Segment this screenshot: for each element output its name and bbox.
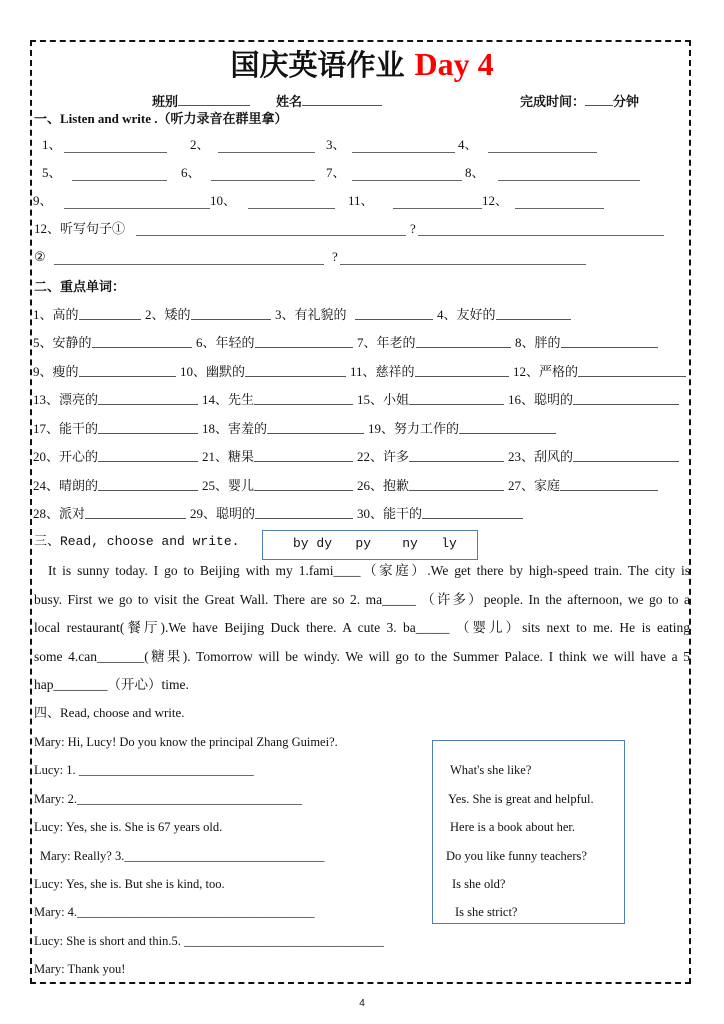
vocab-item xyxy=(33,335,192,351)
vocab-item xyxy=(180,364,346,380)
vocab-item xyxy=(508,449,679,465)
vocab-item xyxy=(350,364,509,380)
vocab-label: 6、年轻的 xyxy=(196,335,255,350)
vocab-item xyxy=(357,478,504,494)
vocab-label: 10、幽默的 xyxy=(180,364,246,379)
vocab-label: 16、聪明的 xyxy=(508,392,574,407)
class-blank[interactable] xyxy=(178,93,250,106)
vocab-blank[interactable] xyxy=(79,364,176,377)
time-field xyxy=(520,93,639,110)
passage-line: busy. First we go to visit the Great Wall. There are so 2. ma_____ （许多）people. In the afternoon, we go to a xyxy=(34,592,690,607)
option-item: Is she old? xyxy=(452,877,506,891)
listen-item-label: 11、 xyxy=(348,193,374,208)
vocab-blank[interactable] xyxy=(255,335,353,348)
vocab-blank[interactable] xyxy=(267,421,364,434)
vocab-blank[interactable] xyxy=(254,478,353,491)
q-mark: ? xyxy=(332,249,338,264)
vocab-blank[interactable] xyxy=(560,478,658,491)
listen-item-label: 2、 xyxy=(190,137,210,152)
vocab-label: 5、安静的 xyxy=(33,335,92,350)
vocab-item xyxy=(357,392,504,408)
listen-blank[interactable] xyxy=(218,151,315,153)
section2-heading: 二、重点单词： xyxy=(34,279,126,294)
option-item: Yes. She is great and helpful. xyxy=(448,792,594,806)
word-box: by dy py ny ly xyxy=(262,530,478,560)
vocab-blank[interactable] xyxy=(79,307,141,320)
vocab-label: 3、有礼貌的 xyxy=(275,307,347,322)
passage-line: local restaurant(餐厅).We have Beijing Duck there. A cute 3. ba_____ （婴儿）sits next to me. He is eating xyxy=(34,620,690,635)
name-label: 姓名 xyxy=(276,94,303,109)
listen-blank[interactable] xyxy=(211,179,315,181)
vocab-label: 18、害羞的 xyxy=(202,421,268,436)
dialogue-line[interactable]: Lucy: 1. ____________________________ xyxy=(34,763,254,777)
vocab-blank[interactable] xyxy=(415,364,509,377)
vocab-label: 2、矮的 xyxy=(145,307,191,322)
vocab-label: 7、年老的 xyxy=(357,335,416,350)
time-unit: 分钟 xyxy=(613,94,640,109)
listen-blank[interactable] xyxy=(72,179,167,181)
listen-blank[interactable] xyxy=(64,207,210,209)
vocab-label: 1、高的 xyxy=(33,307,79,322)
listen-blank[interactable] xyxy=(248,207,335,209)
vocab-blank[interactable] xyxy=(355,307,433,320)
vocab-blank[interactable] xyxy=(245,364,346,377)
vocab-label: 24、晴朗的 xyxy=(33,478,99,493)
vocab-label: 22、许多 xyxy=(357,449,410,464)
vocab-blank[interactable] xyxy=(422,506,523,519)
listen-blank[interactable] xyxy=(488,151,597,153)
sentence2-label: ② xyxy=(34,249,46,264)
sentence2-blank-b[interactable] xyxy=(340,263,586,265)
dialogue-line[interactable]: Lucy: Yes, she is. But she is kind, too. xyxy=(34,877,225,891)
vocab-item xyxy=(357,335,511,351)
vocab-label: 21、糖果 xyxy=(202,449,255,464)
vocab-item xyxy=(33,421,198,437)
vocab-item xyxy=(275,307,433,323)
section1-heading: 一、Listen and write .（听力录音在群里拿） xyxy=(34,111,288,126)
vocab-item xyxy=(196,335,353,351)
vocab-item xyxy=(513,364,686,380)
dialogue-line[interactable]: Lucy: She is short and thin.5. ________________________________ xyxy=(34,934,384,948)
sentence2-blank-a[interactable] xyxy=(54,263,324,265)
vocab-blank[interactable] xyxy=(98,449,198,462)
vocab-blank[interactable] xyxy=(573,392,679,405)
listen-item-label: 7、 xyxy=(326,165,346,180)
page-number: 4 xyxy=(359,998,365,1009)
listen-blank[interactable] xyxy=(352,179,462,181)
vocab-blank[interactable] xyxy=(92,335,192,348)
vocab-blank[interactable] xyxy=(561,335,658,348)
dialogue-line[interactable]: Mary: 2.____________________________________ xyxy=(34,792,303,806)
listen-item-label: 1、 xyxy=(42,137,62,152)
vocab-blank[interactable] xyxy=(409,478,504,491)
passage-line: hap________（开心）time. xyxy=(34,677,189,692)
name-blank[interactable] xyxy=(302,93,382,106)
page-title xyxy=(0,44,724,85)
vocab-label: 11、慈祥的 xyxy=(350,364,415,379)
vocab-label: 27、家庭 xyxy=(508,478,561,493)
vocab-label: 17、能干的 xyxy=(33,421,99,436)
vocab-label: 12、严格的 xyxy=(513,364,579,379)
dialogue-line: Mary: Thank you! xyxy=(34,962,126,976)
option-item: Here is a book about her. xyxy=(450,820,575,834)
class-field xyxy=(152,93,250,110)
vocab-label: 30、能干的 xyxy=(357,506,423,521)
vocab-label: 29、聪明的 xyxy=(190,506,256,521)
vocab-blank[interactable] xyxy=(416,335,511,348)
vocab-item xyxy=(33,449,198,465)
vocab-label: 9、瘦的 xyxy=(33,364,79,379)
vocab-label: 13、漂亮的 xyxy=(33,392,99,407)
vocab-item xyxy=(508,478,658,494)
dialogue-line: Mary: Hi, Lucy! Do you know the principal Zhang Guimei?. xyxy=(34,735,338,749)
vocab-blank[interactable] xyxy=(98,421,198,434)
vocab-blank[interactable] xyxy=(98,392,198,405)
listen-item-label: 8、 xyxy=(465,165,485,180)
vocab-item xyxy=(33,364,176,380)
sentence-label: 12、听写句子① xyxy=(34,221,126,236)
vocab-item xyxy=(33,506,186,522)
vocab-label: 28、派对 xyxy=(33,506,86,521)
q-mark: ? xyxy=(410,221,416,236)
listen-item-label: 10、 xyxy=(210,193,237,208)
vocab-blank[interactable] xyxy=(496,307,571,320)
vocab-label: 26、抱歉 xyxy=(357,478,410,493)
vocab-item xyxy=(202,449,353,465)
vocab-item xyxy=(437,307,571,323)
title-text: 国庆英语作业 xyxy=(230,48,405,82)
option-item: What's she like? xyxy=(450,763,532,777)
vocab-item xyxy=(508,392,679,408)
vocab-item xyxy=(515,335,658,351)
time-label: 完成时间： xyxy=(520,94,586,109)
vocab-item xyxy=(33,392,198,408)
section3-heading: 三、Read, choose and write. xyxy=(34,534,240,549)
listen-blank[interactable] xyxy=(393,207,482,209)
listen-item-label: 4、 xyxy=(458,137,478,152)
listen-blank[interactable] xyxy=(64,151,167,153)
listen-item-label: 6、 xyxy=(181,165,201,180)
passage-line: It is sunny today. I go to Beijing with my 1.fami____（家庭）.We get there by high-speed train. The city is xyxy=(48,563,690,578)
vocab-blank[interactable] xyxy=(255,506,353,519)
vocab-item xyxy=(190,506,353,522)
listen-blank[interactable] xyxy=(515,207,604,209)
vocab-blank[interactable] xyxy=(578,364,686,377)
dialogue-line[interactable]: Mary: 4.______________________________________ xyxy=(34,905,315,919)
dialogue-line[interactable]: Lucy: Yes, she is. She is 67 years old. xyxy=(34,820,223,834)
vocab-label: 4、友好的 xyxy=(437,307,496,322)
vocab-label: 19、努力工作的 xyxy=(368,421,460,436)
listen-item-label: 9、 xyxy=(33,193,53,208)
vocab-item xyxy=(357,449,504,465)
vocab-label: 20、开心的 xyxy=(33,449,99,464)
listen-item-label: 5、 xyxy=(42,165,62,180)
passage-line: some 4.can_______(糖果). Tomorrow will be windy. We will go to the Summer Palace. I think we will have a 5 xyxy=(34,649,690,664)
vocab-blank[interactable] xyxy=(98,478,198,491)
listen-blank[interactable] xyxy=(498,179,640,181)
option-item: Do you like funny teachers? xyxy=(446,849,587,863)
vocab-item xyxy=(33,307,141,323)
time-blank[interactable] xyxy=(585,93,613,106)
vocab-label: 8、胖的 xyxy=(515,335,561,350)
sentence1-blank-b[interactable] xyxy=(418,234,664,236)
vocab-blank[interactable] xyxy=(409,392,504,405)
listen-item-label: 12、 xyxy=(482,193,509,208)
vocab-item xyxy=(202,478,353,494)
vocab-blank[interactable] xyxy=(409,449,504,462)
section4-heading: 四、Read, choose and write. xyxy=(34,705,185,720)
vocab-blank[interactable] xyxy=(254,449,353,462)
vocab-label: 25、婴儿 xyxy=(202,478,255,493)
name-field xyxy=(276,93,382,110)
vocab-item xyxy=(33,478,198,494)
sentence1-blank-a[interactable] xyxy=(136,234,406,236)
vocab-item xyxy=(368,421,556,437)
vocab-label: 15、小姐 xyxy=(357,392,410,407)
vocab-label: 23、刮风的 xyxy=(508,449,574,464)
vocab-item xyxy=(357,506,523,522)
vocab-blank[interactable] xyxy=(85,506,186,519)
dialogue-line[interactable]: Mary: Really? 3.________________________________ xyxy=(40,849,325,863)
class-label: 班别 xyxy=(152,94,179,109)
vocab-blank[interactable] xyxy=(254,392,353,405)
vocab-label: 14、先生 xyxy=(202,392,255,407)
vocab-item xyxy=(145,307,271,323)
vocab-item xyxy=(202,421,364,437)
vocab-item xyxy=(202,392,353,408)
option-item: Is she strict? xyxy=(455,905,518,919)
listen-item-label: 3、 xyxy=(326,137,346,152)
title-day: Day 4 xyxy=(414,46,494,82)
vocab-blank[interactable] xyxy=(191,307,271,320)
listen-blank[interactable] xyxy=(352,151,455,153)
vocab-blank[interactable] xyxy=(459,421,556,434)
vocab-blank[interactable] xyxy=(573,449,679,462)
